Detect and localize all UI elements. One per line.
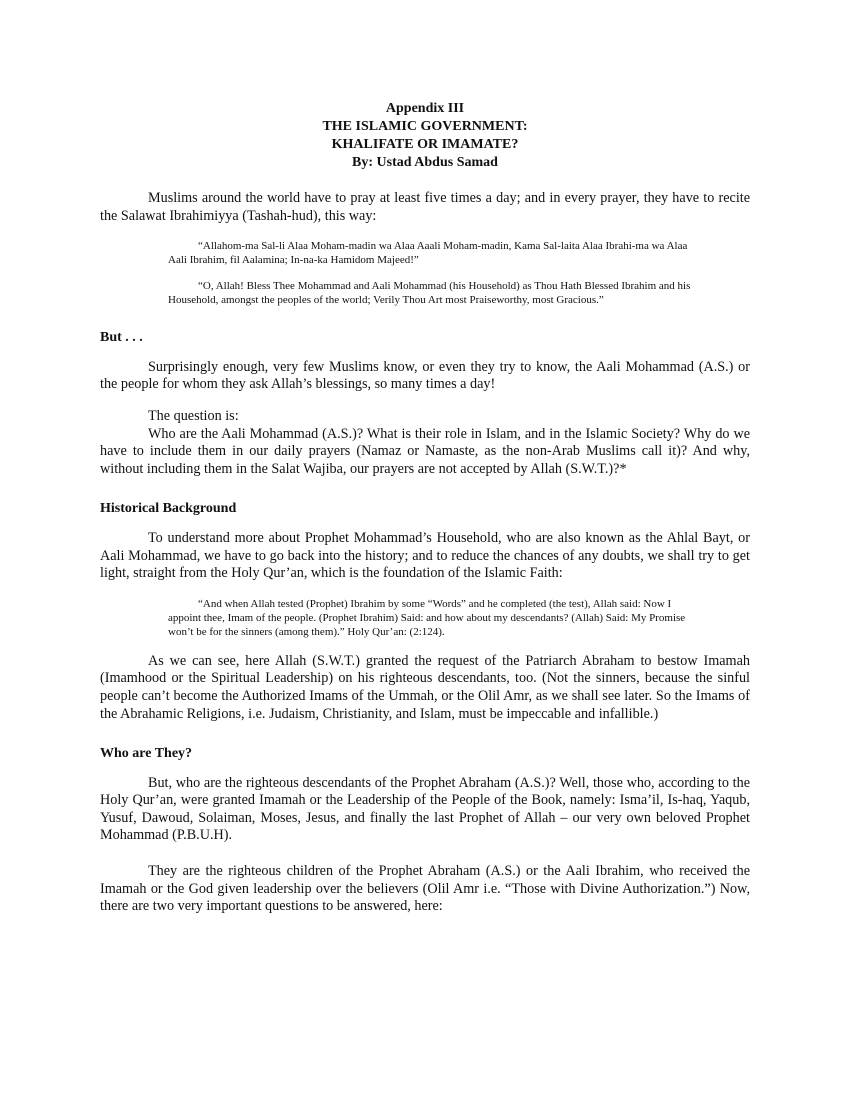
intro-paragraph: Muslims around the world have to pray at least five times a day; and in every prayer, they have to recite the Salawat Ibrahimiyya (Tashah-hud), this way: <box>100 190 750 224</box>
quran-quote: “And when Allah tested (Prophet) Ibrahim by some “Words” and he completed (the test), Allah said: Now I appoint thee, Imam of the people. (Prophet Ibrahim) Said: and how about my descendants? (Allah) Said: My Promise won’t be for the sinners (among them).” Holy Qur’an: (2:124). <box>168 597 686 638</box>
paragraph-history: To understand more about Prophet Mohammad’s Household, who are also known as the Ahlal Bayt, or Aali Mohammad, we have to go back into the history; and to reduce the chances of any doubts, we shall try to get light, straight from the Holy Qur’an, which is the foundation of the Islamic Faith: <box>100 529 750 582</box>
section-heading-but: But . . . <box>100 330 143 346</box>
salawat-translation-quote: “O, Allah! Bless Thee Mohammad and Aali Mohammad (his Household) as Thou Hath Blessed Ibrahim and his Household, amongst the peoples of the world; Verily Thou Art most Praiseworthy, most Gracious.” <box>168 280 691 307</box>
paragraph-imamah: As we can see, here Allah (S.W.T.) granted the request of the Patriarch Abraham to bestow Imamah (Imamhood or the Spiritual Leadership) on his righteous descendants, too. (Not the sinners, because the sinful people can’t become the Authorized Imams of the Ummah, or the Olil Amr, as we shall see later. So the Imams of the Abrahamic Religions, i.e. Judaism, Christianity, and Islam, must be impeccable and infallible.) <box>100 652 750 722</box>
document-page <box>100 100 750 916</box>
paragraph-aali-ibrahim: They are the righteous children of the Prophet Abraham (A.S.) or the Aali Ibrahim, who received the Imamah or the God given leadership over the believers (Olil Amr i.e. “Those with Divine Authorization.”) Now, there are two very important questions to be answered, here: <box>100 863 750 915</box>
paragraph-question-label: The question is: <box>148 407 239 424</box>
document-title-line-1: THE ISLAMIC GOVERNMENT: <box>322 119 528 134</box>
salawat-arabic-quote: “Allahom-ma Sal-li Alaa Moham-madin wa Alaa Aaali Moham-madin, Kama Sal-laita Alaa Ibrahi-ma wa Alaa Aali Ibrahim, fil Aalamina; In-na-ka Hamidom Majeed!” <box>168 240 688 267</box>
section-heading-who-are-they: Who are They? <box>100 746 193 762</box>
section-heading-historical-background: Historical Background <box>100 501 237 517</box>
title-block <box>100 100 750 172</box>
paragraph-descendants: But, who are the righteous descendants of the Prophet Abraham (A.S.)? Well, those who, according to the Holy Qur’an, were granted Imamah or the Leadership of the People of the Book, namely: Isma’il, Is-haq, Yaqub, Yusuf, Dawoud, Solaiman, Moses, Jesus, and finally the last Prophet of Allah – our very own beloved Prophet Mohammad (P.B.U.H). <box>100 774 750 844</box>
appendix-label: Appendix III <box>385 101 465 116</box>
paragraph-surprisingly: Surprisingly enough, very few Muslims know, or even they try to know, the Aali Mohammad (A.S.) or the people for whom they ask Allah’s blessings, so many times a day! <box>100 358 750 393</box>
document-title-line-2: KHALIFATE OR IMAMATE? <box>331 137 519 152</box>
paragraph-questions: Who are the Aali Mohammad (A.S.)? What is their role in Islam, and in the Islamic Society? Why do we have to include them in our daily prayers (Namaz or Namaste, as the non-Arab Muslims call it)? And why, without including them in the Salat Wajiba, our prayers are not accepted by Allah (S.W.T.)?* <box>100 425 750 477</box>
author-line: By: Ustad Abdus Samad <box>352 155 498 170</box>
